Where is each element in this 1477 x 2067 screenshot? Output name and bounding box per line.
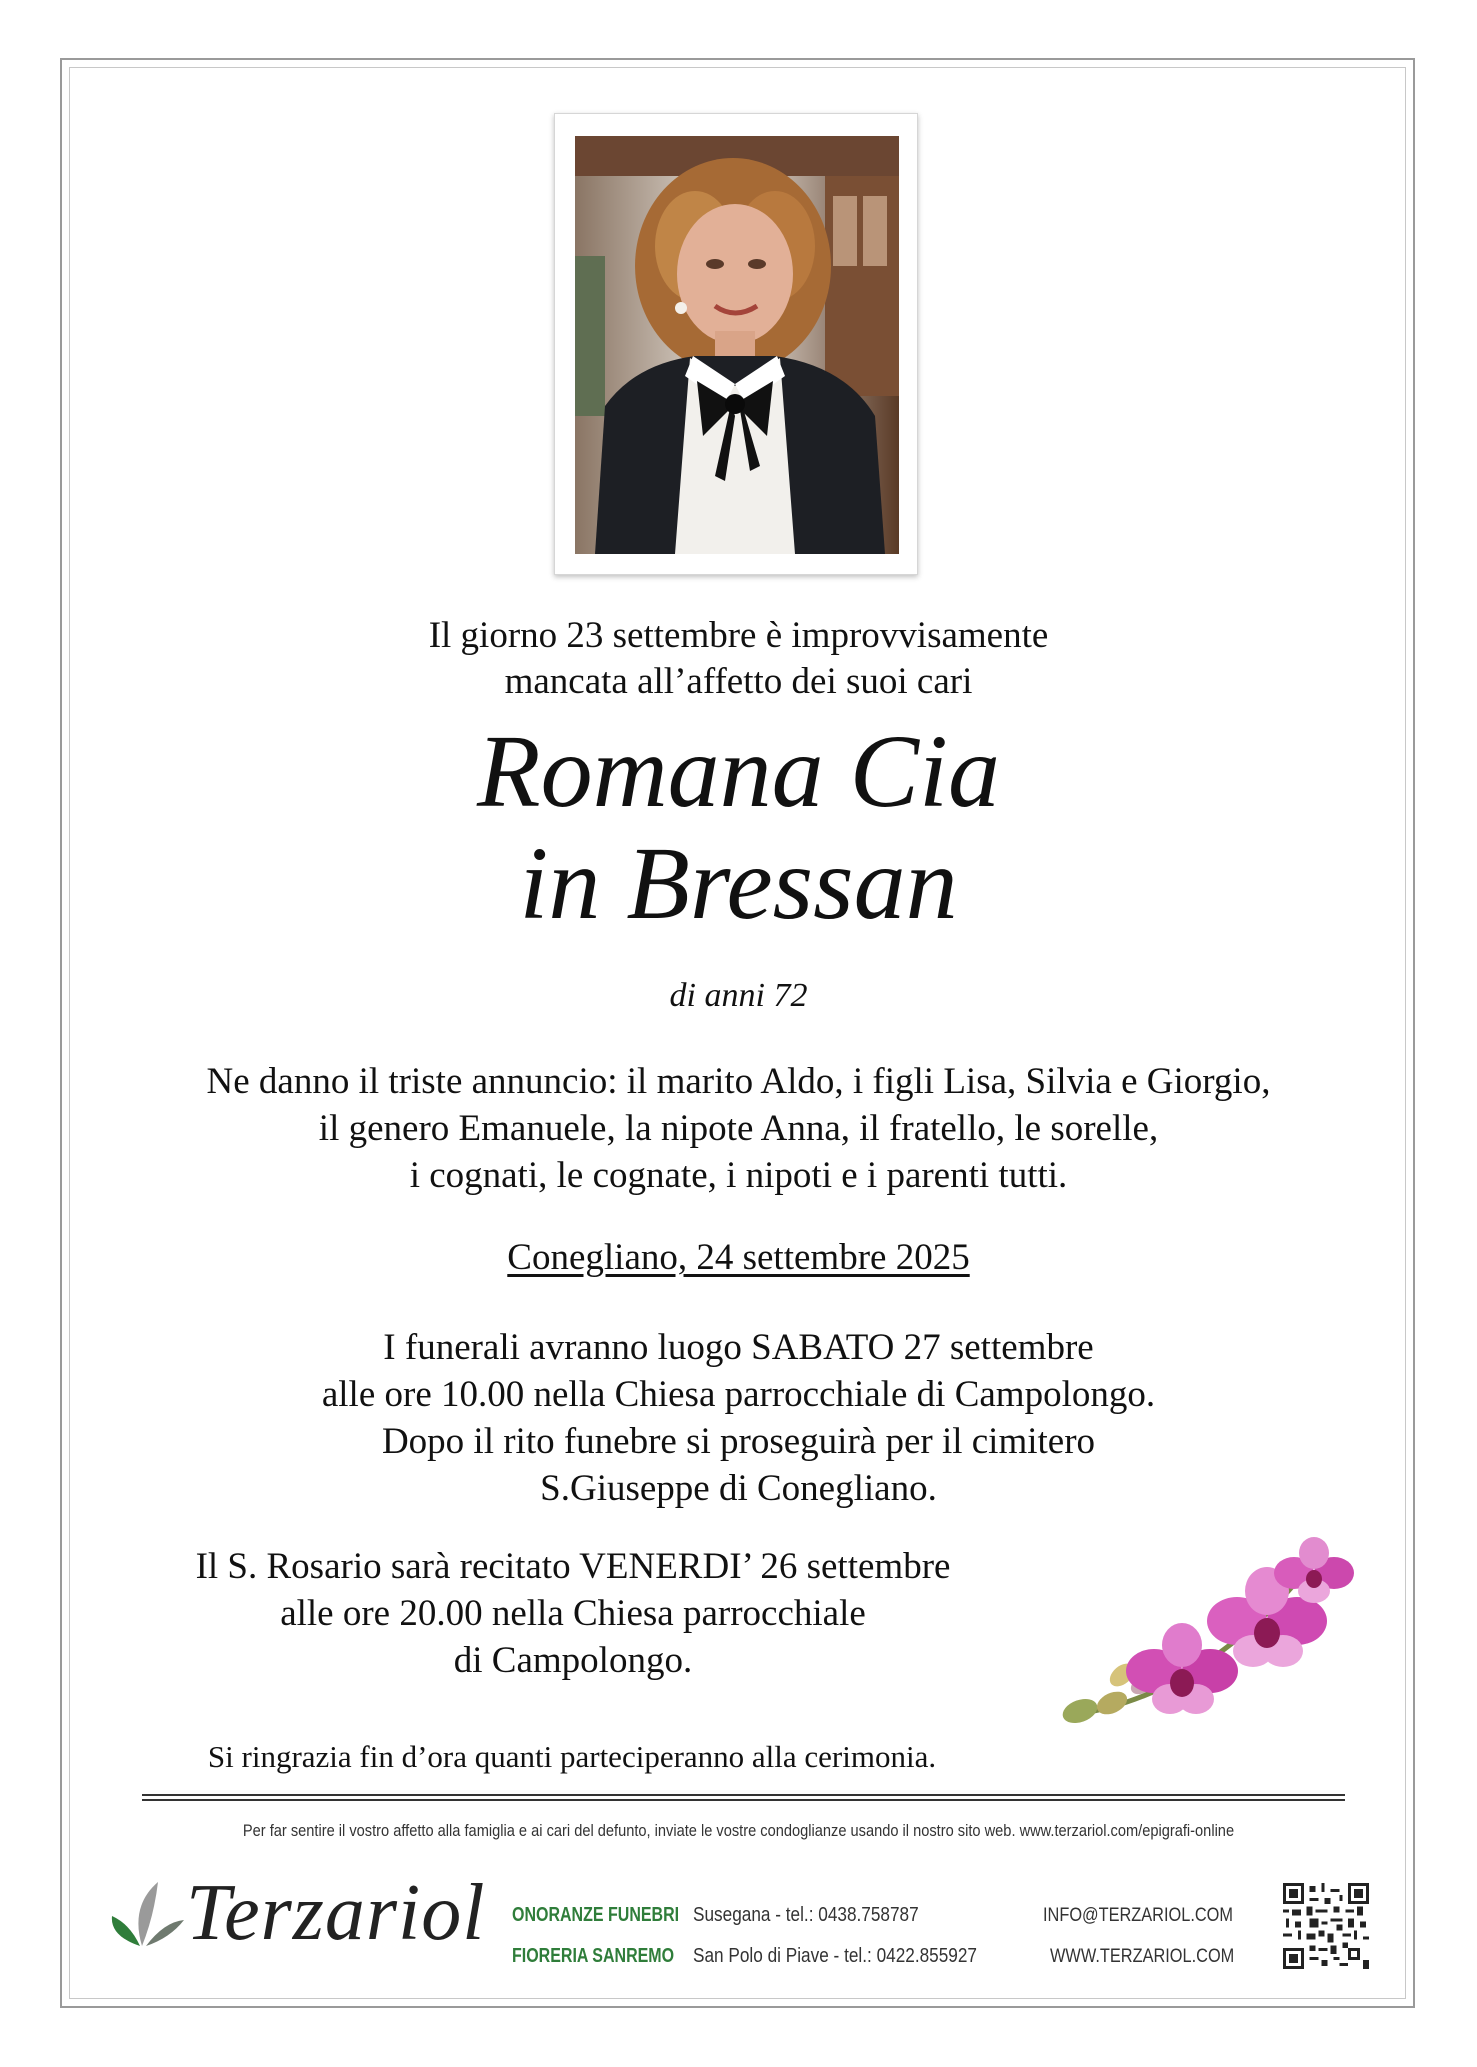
funeral-line: I funerali avranno luogo SABATO 27 settembre bbox=[383, 1327, 1094, 1368]
terzariol-logo-icon bbox=[100, 1876, 190, 1956]
announce-line: i cognati, le cognate, i nipoti e i parenti tutti. bbox=[409, 1155, 1068, 1196]
intro-line-1: Il giorno 23 settembre è improvvisamente bbox=[428, 615, 1049, 656]
funeral-line: alle ore 10.00 nella Chiesa parrocchiale di Campolongo. bbox=[321, 1374, 1156, 1415]
funeral-line: S.Giuseppe di Conegliano. bbox=[540, 1468, 937, 1509]
rosary-line: Il S. Rosario sarà recitato VENERDI’ 26 settembre bbox=[195, 1546, 951, 1587]
brand-name: Terzariol bbox=[186, 1869, 486, 1957]
rosary-line: alle ore 20.00 nella Chiesa parrocchiale bbox=[280, 1593, 866, 1634]
announce-line: il genero Emanuele, la nipote Anna, il fratello, le sorelle, bbox=[318, 1108, 1159, 1149]
deceased-name: Romana Cia bbox=[477, 714, 1000, 829]
rosary-line: di Campolongo. bbox=[453, 1640, 693, 1681]
thanks-line: Si ringrazia fin d’ora quanti parteciperanno alla cerimonia. bbox=[207, 1739, 937, 1774]
service-contact: Susegana - tel.: 0438.758787 bbox=[693, 1904, 919, 1926]
orchid-image bbox=[1052, 1535, 1362, 1745]
announce-line: Ne danno il triste annuncio: il marito Aldo, i figli Lisa, Silvia e Giorgio, bbox=[206, 1061, 1271, 1102]
funeral-line: Dopo il rito funebre si proseguirà per il cimitero bbox=[381, 1421, 1096, 1462]
service-name: FIORERIA SANREMO bbox=[512, 1945, 675, 1967]
place-date: Conegliano, 24 settembre 2025 bbox=[507, 1237, 970, 1278]
deceased-married-name: in Bressan bbox=[519, 826, 958, 941]
separator-line bbox=[142, 1799, 1345, 1801]
service-name: ONORANZE FUNEBRI bbox=[512, 1904, 680, 1926]
service-contact: San Polo di Piave - tel.: 0422.855927 bbox=[693, 1945, 978, 1967]
email-link[interactable]: INFO@TERZARIOL.COM bbox=[1043, 1905, 1233, 1926]
qr-code-icon bbox=[1283, 1883, 1369, 1969]
portrait-frame bbox=[554, 113, 918, 575]
intro-line-2: mancata all’affetto dei suoi cari bbox=[504, 661, 973, 702]
condolences-note: Per far sentire il vostro affetto alla famiglia e ai cari del defunto, inviate le vostre condoglianze usando il nostro sito web. www.terzariol.com/epigrafi-online bbox=[242, 1821, 1235, 1840]
deceased-age: di anni 72 bbox=[669, 977, 808, 1014]
separator-line bbox=[142, 1794, 1345, 1796]
portrait-photo bbox=[575, 136, 899, 554]
website-link[interactable]: WWW.TERZARIOL.COM bbox=[1050, 1946, 1235, 1967]
